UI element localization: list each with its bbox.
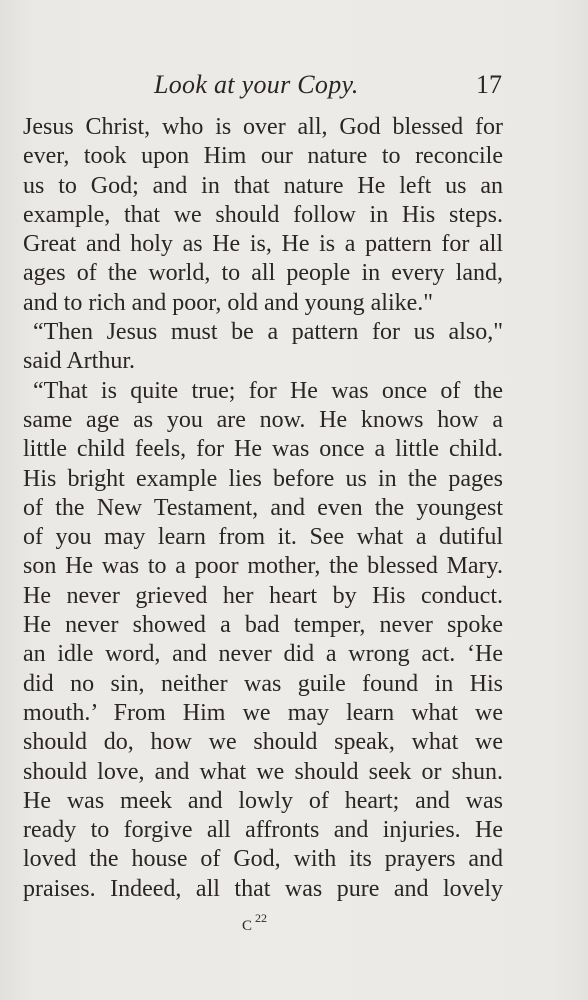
text-line: loved the house of God, with its prayers and [23, 846, 503, 873]
text-line: should do, how we should speak, what we [23, 729, 503, 756]
text-line: Great and holy as He is, He is a pattern for all [23, 231, 503, 258]
text-line: praises. Indeed, all that was pure and lovely [23, 875, 503, 902]
text-line: said Arthur. [23, 348, 135, 375]
text-line: His bright example lies before us in the pages [23, 465, 503, 492]
text-line: He never showed a bad temper, never spoke [23, 612, 503, 639]
text-line: ever, took upon Him our nature to reconcile [23, 143, 503, 170]
text-line: “Then Jesus must be a pattern for us also," [33, 319, 503, 346]
text-line: should love, and what we should seek or shun. [23, 758, 503, 785]
signature-number: 22 [255, 911, 268, 925]
running-head-title: Look at your Copy. [154, 70, 359, 99]
text-line: “That is quite true; for He was once of the [33, 377, 503, 404]
signature-mark [242, 910, 267, 936]
text-line: did no sin, neither was guile found in His [23, 670, 503, 697]
text-line: of you may learn from it. See what a dutiful [23, 524, 503, 551]
text-line: son He was to a poor mother, the blessed Mary. [23, 553, 503, 580]
text-line: He was meek and lowly of heart; and was [23, 787, 503, 814]
running-head [24, 70, 502, 106]
text-line: ready to forgive all affronts and injuries. He [23, 817, 503, 844]
text-line: little child feels, for He was once a little child. [23, 436, 503, 463]
text-line: Jesus Christ, who is over all, God blessed for [23, 114, 503, 140]
signature-letter: c [242, 910, 254, 935]
text-line: us to God; and in that nature He left us an [23, 172, 503, 199]
text-line: same age as you are now. He knows how a [23, 406, 503, 433]
text-line: and to rich and poor, old and young alike." [23, 289, 434, 316]
page-number: 17 [476, 70, 502, 99]
text-line: example, that we should follow in His steps. [23, 201, 503, 228]
text-line: an idle word, and never did a wrong act. ‘He [23, 641, 503, 668]
body-text [23, 113, 503, 904]
text-line: mouth.’ From Him we may learn what we [23, 699, 503, 726]
text-line: ages of the world, to all people in every land, [23, 260, 503, 287]
text-line: of the New Testament, and even the youngest [23, 494, 503, 521]
text-line: He never grieved her heart by His conduct. [23, 582, 503, 609]
